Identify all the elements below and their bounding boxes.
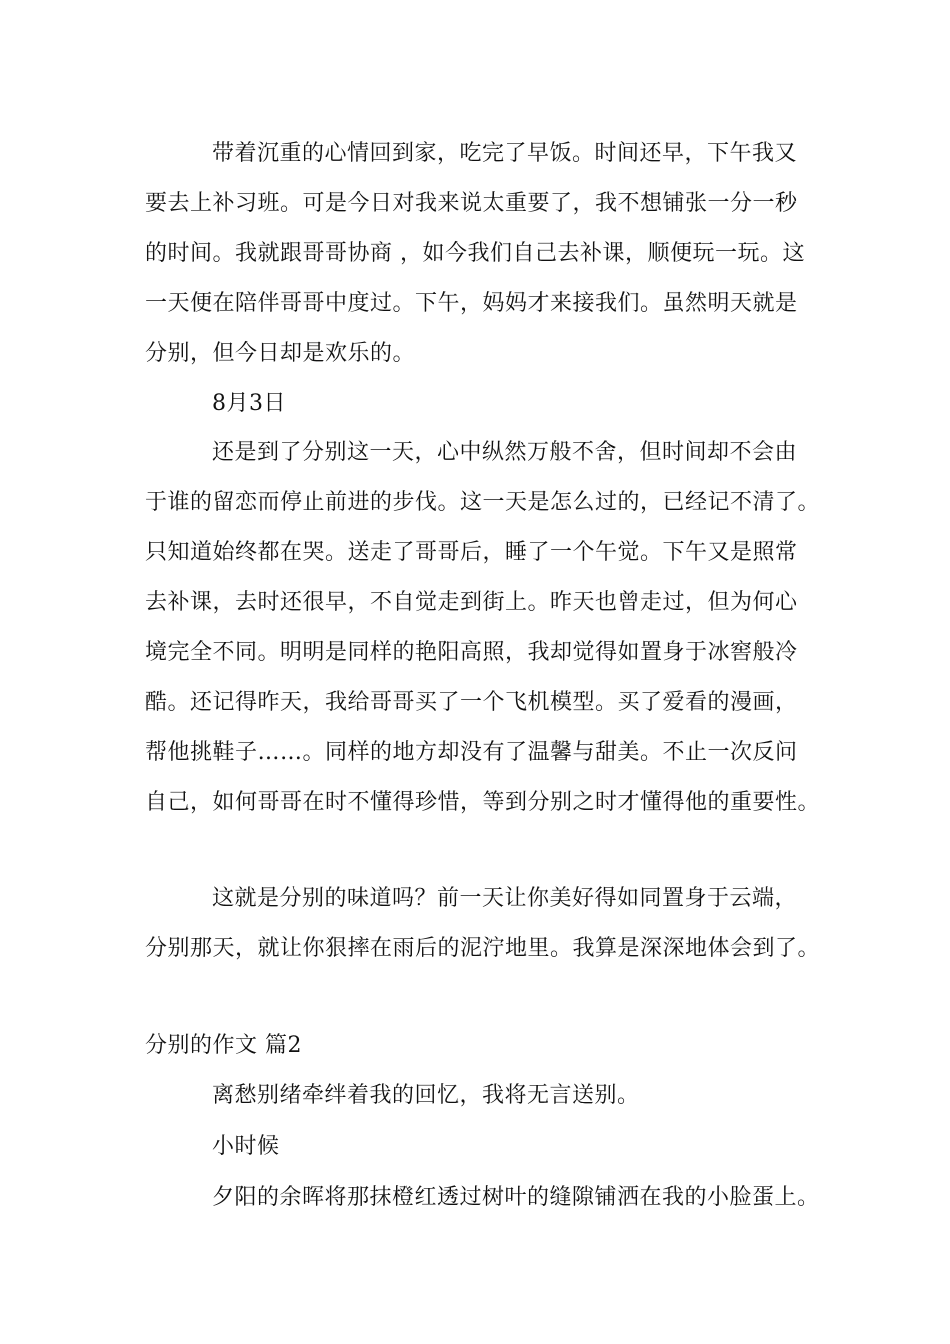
text-line: 带着沉重的心情回到家，吃完了早饭。时间还早，下午我又 xyxy=(212,141,798,166)
text-line: 一天便在陪伴哥哥中度过。下午，妈妈才来接我们。虽然明天就是 xyxy=(145,291,798,316)
text-line: 分别那天，就让你狠摔在雨后的泥泞地里。我算是深深地体会到了。 xyxy=(145,936,821,961)
section-title: 分别的作文 篇2 xyxy=(145,1033,302,1058)
text-line: 只知道始终都在哭。送走了哥哥后，睡了一个午觉。下午又是照常 xyxy=(145,540,798,565)
text-line: 去补课，去时还很早，不自觉走到街上。昨天也曾走过，但为何心 xyxy=(145,590,798,615)
text-line: 帮他挑鞋子……。同样的地方却没有了温馨与甜美。不止一次反问 xyxy=(145,740,798,765)
text-line: 离愁别绪牵绊着我的回忆，我将无言送别。 xyxy=(212,1083,640,1108)
text-line: 的时间。我就跟哥哥协商 ，如今我们自己去补课，顺便玩一玩。这 xyxy=(145,241,805,266)
text-line: 这就是分别的味道吗？前一天让你美好得如同置身于云端， xyxy=(212,886,798,911)
text-line: 自己，如何哥哥在时不懂得珍惜，等到分别之时才懂得他的重要性。 xyxy=(145,790,821,815)
text-line: 于谁的留恋而停止前进的步伐。这一天是怎么过的，已经记不清了。 xyxy=(145,490,821,515)
text-line: 境完全不同。明明是同样的艳阳高照，我却觉得如置身于冰窖般冷 xyxy=(145,640,798,665)
text-line: 还是到了分别这一天，心中纵然万般不舍，但时间却不会由 xyxy=(212,440,798,465)
text-line: 小时候 xyxy=(212,1134,280,1159)
text-line: 酷。还记得昨天，我给哥哥买了一个飞机模型。买了爱看的漫画， xyxy=(145,690,798,715)
date-heading: 8月3日 xyxy=(212,391,286,416)
text-line: 分别，但今日却是欢乐的。 xyxy=(145,341,416,366)
text-line: 要去上补习班。可是今日对我来说太重要了，我不想铺张一分一秒 xyxy=(145,191,798,216)
text-line: 夕阳的余晖将那抹橙红透过树叶的缝隙铺洒在我的小脸蛋上。 xyxy=(212,1185,820,1210)
